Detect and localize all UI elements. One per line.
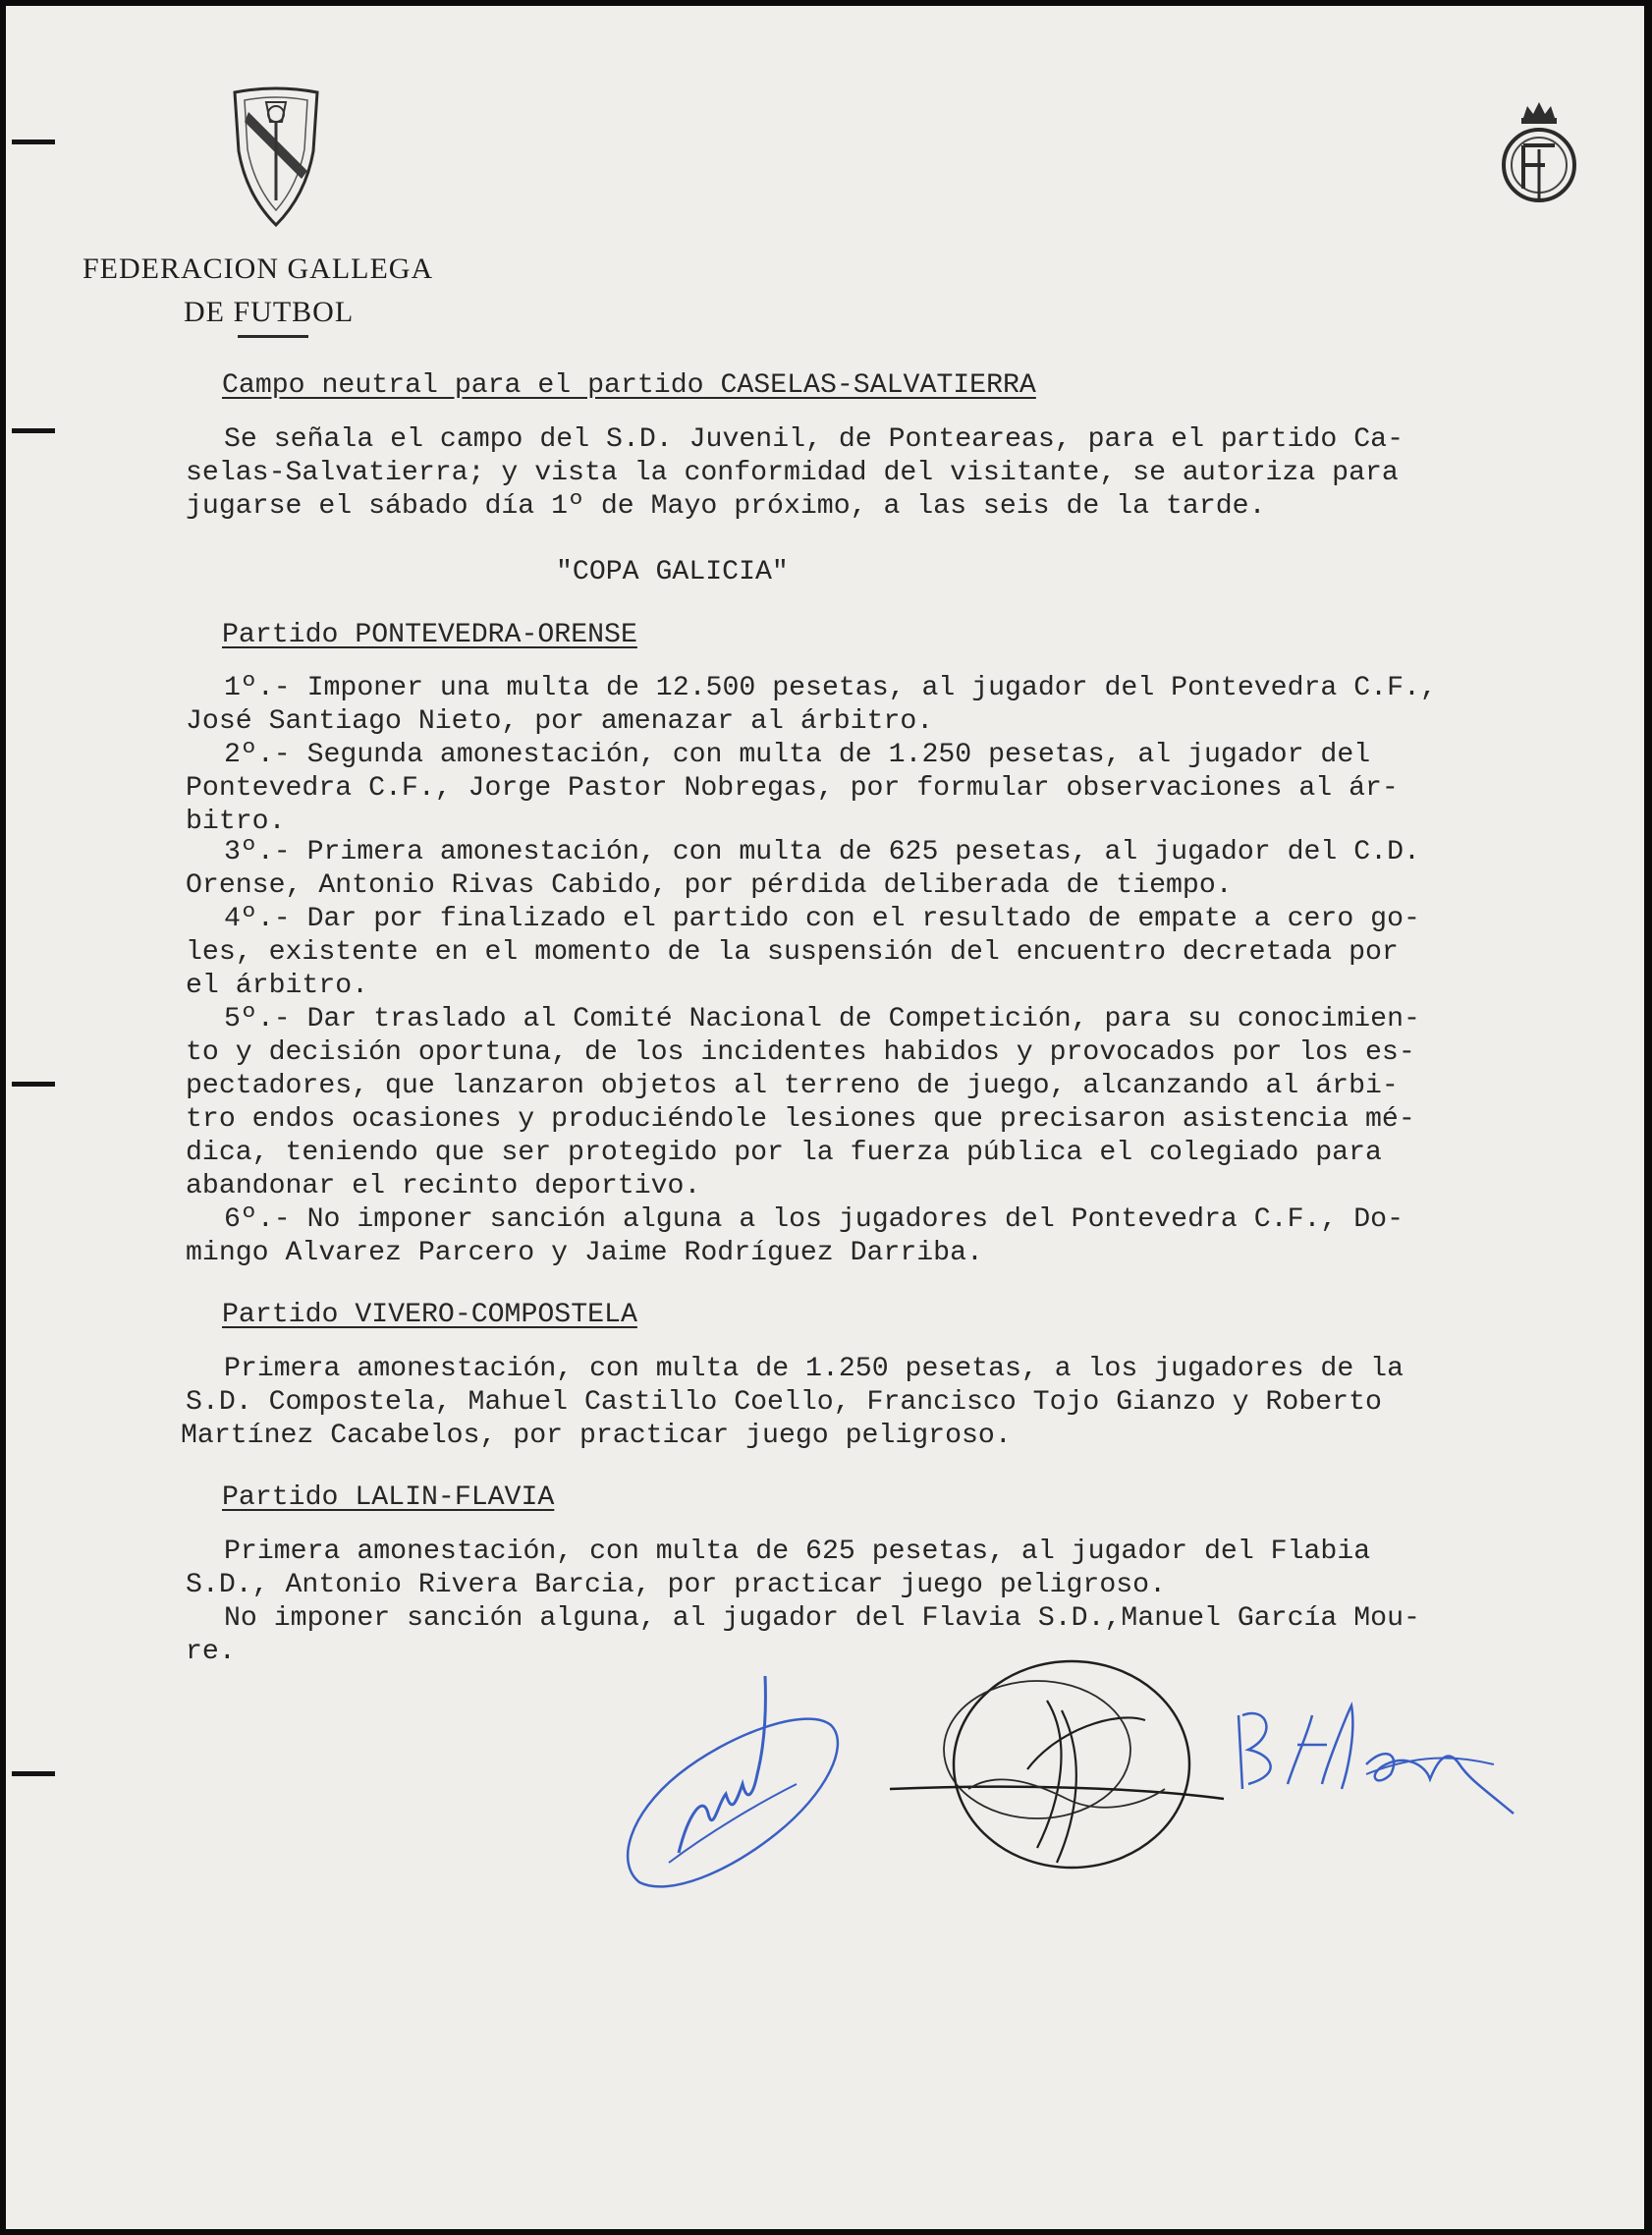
body-line: les, existente en el momento de la suspensión del encuentro decretada por: [186, 937, 1399, 968]
body-line: S.D. Compostela, Mahuel Castillo Coello, Francisco Tojo Gianzo y Roberto: [186, 1387, 1382, 1418]
black-ink-signature-with-seal-icon: [890, 1651, 1234, 1877]
section-heading: Partido PONTEVEDRA-ORENSE: [222, 620, 637, 650]
body-line: S.D., Antonio Rivera Barcia, por practicar juego peligroso.: [186, 1570, 1166, 1600]
body-line: dica, teniendo que ser protegido por la fuerza pública el colegiado para: [186, 1138, 1382, 1168]
organization-line-1: FEDERACION GALLEGA: [83, 252, 434, 285]
crowned-spanish-football-federation-crest-icon: [1494, 94, 1584, 210]
body-line: No imponer sanción alguna, al jugador del Flavia S.D.,Manuel García Mou-: [224, 1603, 1420, 1634]
body-line: 5º.- Dar traslado al Comité Nacional de Competición, para su conocimien-: [224, 1004, 1420, 1034]
body-line: tro endos ocasiones y produciéndole lesiones que precisaron asistencia mé-: [186, 1104, 1415, 1135]
body-line: 3º.- Primera amonestación, con multa de 625 pesetas, al jugador del C.D.: [224, 837, 1420, 867]
organization-line-2: DE FUTBOL: [184, 296, 355, 328]
body-line: Primera amonestación, con multa de 1.250 pesetas, a los jugadores de la: [224, 1354, 1404, 1384]
body-line: 6º.- No imponer sanción alguna a los jugadores del Pontevedra C.F., Do-: [224, 1204, 1404, 1235]
body-line: abandonar el recinto deportivo.: [186, 1171, 701, 1201]
blue-ink-signature-icon: [610, 1666, 855, 1897]
body-line: Pontevedra C.F., Jorge Pastor Nobregas, por formular observaciones al ár-: [186, 773, 1399, 804]
body-line: Primera amonestación, con multa de 625 pesetas, al jugador del Flabia: [224, 1537, 1371, 1567]
body-line: José Santiago Nieto, por amenazar al árbitro.: [186, 706, 934, 737]
binding-mark: [12, 1082, 55, 1087]
body-line: 4º.- Dar por finalizado el partido con el resultado de empate a cero go-: [224, 904, 1420, 934]
body-line: 1º.- Imponer una multa de 12.500 pesetas, al jugador del Pontevedra C.F.,: [224, 673, 1437, 703]
section-heading: Partido LALIN-FLAVIA: [222, 1482, 555, 1513]
binding-mark: [12, 1771, 55, 1776]
body-line: Orense, Antonio Rivas Cabido, por pérdida deliberada de tiempo.: [186, 870, 1233, 901]
body-line: 2º.- Segunda amonestación, con multa de 1.250 pesetas, al jugador del: [224, 740, 1371, 770]
galician-football-federation-shield-icon: [227, 83, 325, 230]
binding-mark: [12, 428, 55, 433]
document-page: [6, 6, 1644, 2229]
body-line: jugarse el sábado día 1º de Mayo próximo, a las seis de la tarde.: [186, 491, 1266, 522]
body-line: Martínez Cacabelos, por practicar juego peligroso.: [181, 1421, 1012, 1451]
body-line: to y decisión oportuna, de los incidentes habidos y provocados por los es-: [186, 1037, 1415, 1068]
body-line: el árbitro.: [186, 971, 369, 1001]
body-line: Se señala el campo del S.D. Juvenil, de Ponteareas, para el partido Ca-: [224, 424, 1404, 455]
body-line: re.: [186, 1637, 236, 1667]
binding-mark: [12, 140, 55, 144]
blue-ink-signature-icon: [1229, 1696, 1518, 1843]
competition-title: "COPA GALICIA": [556, 557, 789, 587]
section-heading: Partido VIVERO-COMPOSTELA: [222, 1300, 637, 1330]
body-line: bitro.: [186, 807, 286, 837]
body-line: mingo Alvarez Parcero y Jaime Rodríguez Darriba.: [186, 1238, 983, 1268]
section-heading: Campo neutral para el partido CASELAS-SALVATIERRA: [222, 370, 1036, 401]
organization-name: [83, 248, 495, 334]
body-line: pectadores, que lanzaron objetos al terreno de juego, alcanzando al árbi-: [186, 1071, 1399, 1101]
body-line: selas-Salvatierra; y vista la conformidad del visitante, se autoriza para: [186, 458, 1399, 488]
letterhead-divider: [238, 335, 308, 338]
